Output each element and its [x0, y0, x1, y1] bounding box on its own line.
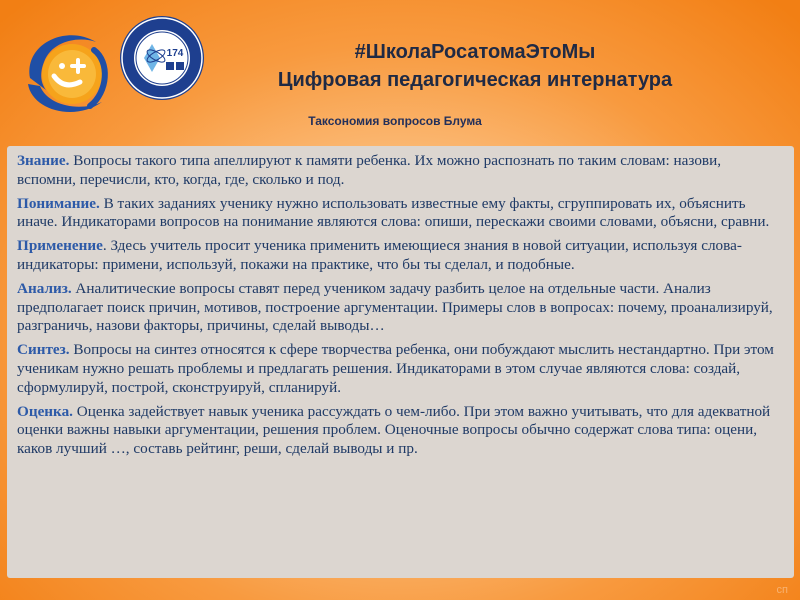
- paragraph-evaluation: Оценка. Оценка задействует навык ученика рассуждать о чем-либо. При этом важно учитывать, что для адекватной оценки важны навыки аргументации, решения проблем. Оценочные вопросы обычно содержат слова типа: оцени, каков лучший …, составь рейтинг, реши, сделай выводы и пр.: [17, 402, 771, 458]
- paragraph-analysis: Анализ. Аналитические вопросы ставят перед учеником задачу разбить целое на отдельные части. Анализ предполагает поиск причин, мотивов, построение аргументации. Примеры слов в вопросах: почему, проанализируй, разграничь, назови факторы, причины, сделай выводы…: [17, 279, 773, 335]
- lyceum-174-logo-icon: [118, 14, 206, 102]
- hashtag-title: #ШколаРосатомаЭтоМы: [354, 41, 596, 63]
- paragraph-application: Применение. Здесь учитель просит ученика применить имеющиеся знания в новой ситуации, используя слова-индикаторы: примени, используй, покажи на практике, что бы ты сделал, и подобные.: [17, 237, 742, 273]
- paragraph-synthesis: Синтез. Вопросы на синтез относятся к сфере творчества ребенка, они побуждают мыслить нестандартно. При этом ученикам нужно решать проблемы и предлагать решения. Индикаторами в этом случае являются слова: создай, сформулируй, построй, сконструируй, спланируй.: [17, 341, 774, 396]
- term-understanding: Понимание: [17, 194, 96, 212]
- paragraph-text: Вопросы на синтез относятся к сфере творчества ребенка, они побуждают мыслить нестандартно. При этом ученикам нужно решать проблемы и предлагать решения. Индикаторами в этом случае являются слова: создай, сформулируй, построй, сконструируй, спланируй.: [17, 341, 774, 396]
- paragraph-text: Вопросы такого типа апеллируют к памяти ребенка. Их можно распознать по таким словам: назови, вспомни, перечисли, кто, когда, где, сколько и под.: [17, 152, 722, 188]
- paragraph-text: В таких заданиях ученику нужно использовать известные ему факты, сгруппировать их, объяснить иначе. Индикаторами вопросов на понимание являются слова: опиши, перескажи своими словами, объясни, сравни.: [17, 194, 770, 231]
- paragraph-understanding: Понимание. В таких заданиях ученику нужно использовать известные ему факты, сгруппировать их, объяснить иначе. Индикаторами вопросов на понимание являются слова: опиши, перескажи своими словами, объясни, сравни.: [17, 194, 770, 231]
- paragraph-text: Аналитические вопросы ставят перед учеником задачу разбить целое на отдельные части. Анализ предполагает поиск причин, мотивов, построение аргументации. Примеры слов в вопросах: почему, проанализируй, разграничь, назови факторы, причины, сделай выводы…: [17, 279, 773, 335]
- term-application: Применение: [17, 237, 103, 255]
- paragraph-knowledge: Знание. Вопросы такого типа апеллируют к памяти ребенка. Их можно распознать по таким словам: назови, вспомни, перечисли, кто, когда, где, сколько и под.: [17, 152, 722, 188]
- term-analysis: Анализ: [17, 279, 68, 297]
- paragraph-text: Здесь учитель просит ученика применить имеющиеся знания в новой ситуации, используя слова-индикаторы: примени, используй, покажи на практике, что бы ты сделал, и подобные.: [17, 237, 742, 273]
- paragraph-text: Оценка задействует навык ученика рассуждать о чем-либо. При этом важно учитывать, что для адекватной оценки важны навыки аргументации, решения проблем. Оценочные вопросы обычно содержат слова типа: оцени, каков лучший …, составь рейтинг, реши, сделай выводы и пр.: [17, 402, 771, 458]
- page-title: Цифровая педагогическая интернатура: [277, 69, 673, 91]
- term-evaluation: Оценка: [17, 402, 70, 420]
- page-heading: [210, 38, 740, 94]
- term-knowledge: Знание: [17, 152, 66, 169]
- lyceum-number: 174: [166, 48, 184, 59]
- rosatom-school-logo-icon: [10, 14, 122, 126]
- term-synthesis: Синтез: [17, 341, 66, 359]
- taxonomy-text: [17, 152, 781, 464]
- section-subtitle: Таксономия вопросов Блума: [308, 114, 482, 128]
- watermark: сп: [776, 584, 788, 596]
